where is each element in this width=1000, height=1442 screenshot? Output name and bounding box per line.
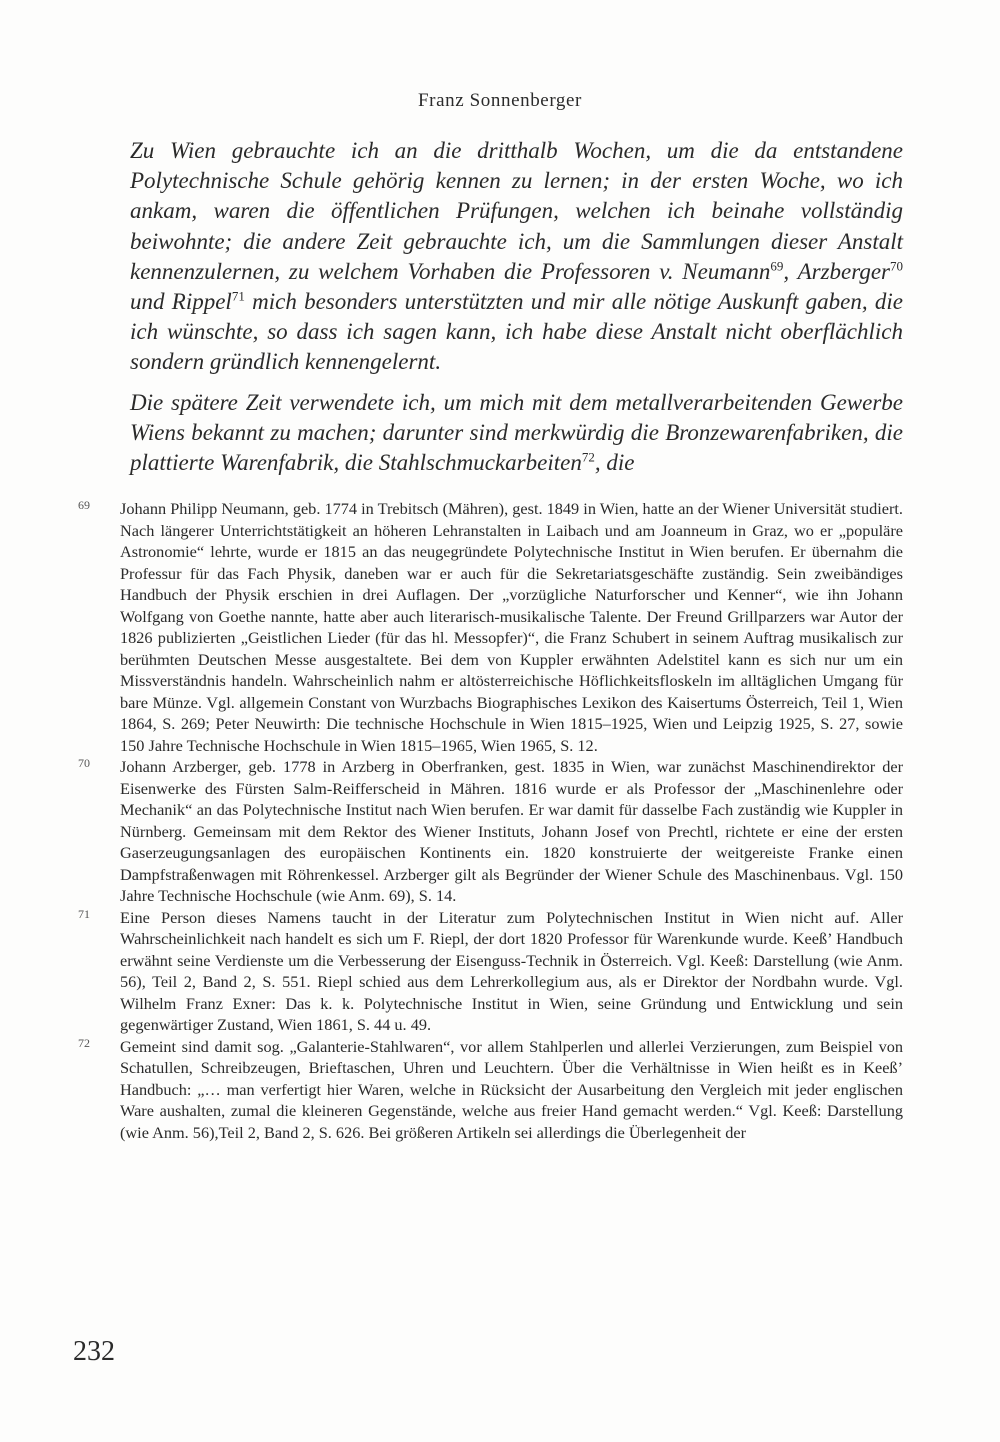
- footnote-ref-69[interactable]: 69: [770, 258, 784, 274]
- running-head: Franz Sonnenberger: [418, 90, 582, 111]
- footnote-number: 69: [78, 498, 90, 512]
- main-text-segment: Die spätere Zeit verwendete ich, um mich mit dem metallverarbeitenden Gewerbe Wiens bekannt zu machen; darunter sind merkwürdig die Bronzewarenfabriken, die plattierte Warenfabrik, die Stahlschmuckarbeiten: [130, 389, 903, 476]
- footnotes-section: [78, 498, 903, 1143]
- main-paragraph-1: [130, 136, 903, 378]
- footnote-72: [78, 1035, 903, 1144]
- footnote-69: [78, 498, 903, 756]
- main-text-segment: und Rippel: [130, 289, 232, 315]
- footnote-70: [78, 756, 903, 907]
- page-number: 232: [73, 1336, 115, 1367]
- footnote-text: Johann Philipp Neumann, geb. 1774 in Trebitsch (Mähren), gest. 1849 in Wien, hatte an der Wiener Universität studiert. Nach längerer Unterrichtstätigkeit an höheren Lehranstalten in Laibach und am Joanneum in Graz, wo er „populäre Astronomie“ lehrte, wurde er 1815 an das neugegründete Polytechnische Institut in Wien berufen. Er übernahm die Professur für das Fach Physik, daneben war er auch für die Sekretariatsgeschäfte zuständig. Sein zweibändiges Handbuch der Physik erschien in drei Auflagen. Der „vorzügliche Naturforscher und Kenner“, wie ihn Johann Wolfgang von Goethe nannte, hatte aber auch literarisch-musikalische Talente. Der Freund Grillparzers war Autor der 1826 publizierten „Geistlichen Lieder (für das hl. Messopfer)“, die Franz Schubert in seinem Auftrag musikalisch zur berühmten Deutschen Messe ausgestaltete. Bei dem von Kuppler erwähnten Adelstitel kann es sich nur um ein Missverständnis handeln. Wahrscheinlich nahm er altösterreichische Höflichkeitsfloskeln im alltäglichen Umgang für bare Münze. Vgl. allgemein Constant von Wurzbachs Biographisches Lexikon des Kaisertums Österreich, Teil 1, Wien 1864, S. 269; Peter Neuwirth: Die technische Hochschule in Wien 1815–1925, Wien und Leipzig 1925, S. 27, sowie 150 Jahre Technische Hochschule in Wien 1815–1965, Wien 1965, S. 12.: [120, 499, 903, 755]
- main-text-segment: , die: [594, 450, 635, 476]
- footnote-ref-71[interactable]: 71: [231, 288, 245, 304]
- main-text-segment: , Arzberger: [783, 258, 890, 284]
- footnote-71: [78, 906, 903, 1036]
- footnote-text: Johann Arzberger, geb. 1778 in Arzberg in Oberfranken, gest. 1835 in Wien, war zunächst Maschinendirektor der Eisenwerke des Fürsten Salm-Reifferscheid in Mähren. 1816 wurde er als Professor der „Maschinenlehre oder Mechanik“ an das Polytechnische Institut nach Wien berufen. Er war damit für dasselbe Fach zuständig wie Kuppler in Nürnberg. Gemeinsam mit dem Rektor des Wiener Instituts, Johann Josef von Prechtl, richtete er eine der ersten Gaserzeugungsanlagen des europäischen Kontinents ein. 1820 konstruierte der weitgereiste Franke einen Dampfstraßenwagen mit Röhrenkessel. Arzberger gilt als Begründer der Wiener Schule des Maschinenbaus. Vgl. 150 Jahre Technische Hochschule (wie Anm. 69), S. 14.: [120, 757, 903, 905]
- main-text-segment: mich besonders unterstützten und mir alle nötige Auskunft gaben, die ich wünschte, so dass ich sagen kann, ich habe diese Anstalt nicht oberflächlich sondern gründlich kennengelernt.: [130, 289, 903, 375]
- main-text-segment: Zu Wien gebrauchte ich an die dritthalb Wochen, um die da entstandene Polytechnische Schule gehörig kennen zu lernen; in der ersten Woche, wo ich ankam, waren die öffentlichen Prüfungen, welchen ich beinahe vollständig beiwohnte; die andere Zeit gebrauchte ich, um die Sammlungen dieser Anstalt kennenzulernen, zu welchem Vorhaben die Professoren v. Neumann: [130, 138, 903, 284]
- main-paragraph-2: [130, 388, 903, 479]
- footnote-text: Eine Person dieses Namens taucht in der Literatur zum Polytechnischen Institut in Wien nicht auf. Aller Wahrscheinlichkeit nach handelt es sich um F. Riepl, der dort 1820 Professor für Warenkunde wurde. Keeß’ Handbuch erwähnt seine Verdienste um die Verbesserung der Eisenguss-Technik in Österreich. Vgl. Keeß: Darstellung (wie Anm. 56), Teil 2, Band 2, S. 551. Riepl schied aus dem Lehrerkollegium aus, als er Direktor der Nordbahn wurde. Vgl. Wilhelm Franz Exner: Das k. k. Polytechnische Institut in Wien, seine Gründung und Entwicklung und sein gegenwärtiger Zustand, Wien 1861, S. 44 u. 49.: [120, 907, 903, 1034]
- main-text-block: [130, 136, 903, 488]
- footnote-ref-70[interactable]: 70: [890, 258, 903, 274]
- footnote-number: 70: [78, 756, 90, 770]
- footnote-number: 71: [78, 906, 90, 921]
- footnote-ref-72[interactable]: 72: [581, 449, 595, 465]
- footnote-number: 72: [78, 1035, 90, 1050]
- footnote-text: Gemeint sind damit sog. „Galanterie-Stahlwaren“, vor allem Stahlperlen und allerlei Verzierungen, zum Beispiel von Schatullen, Schreibzeugen, Brieftaschen, Uhren und Leuchtern. Über die Verhältnisse in Wien heißt es in Keeß’ Handbuch: „… man verfertigt hier Waren, welche in Rücksicht der Ausarbeitung den Vergleich mit jeder englischen Ware aushalten, zumal die kleineren Gegenstände, welche aus freier Hand gemacht werden.“ Vgl. Keeß: Darstellung (wie Anm. 56),Teil 2, Band 2, S. 626. Bei größeren Artikeln sei allerdings die Überlegenheit der: [120, 1036, 903, 1142]
